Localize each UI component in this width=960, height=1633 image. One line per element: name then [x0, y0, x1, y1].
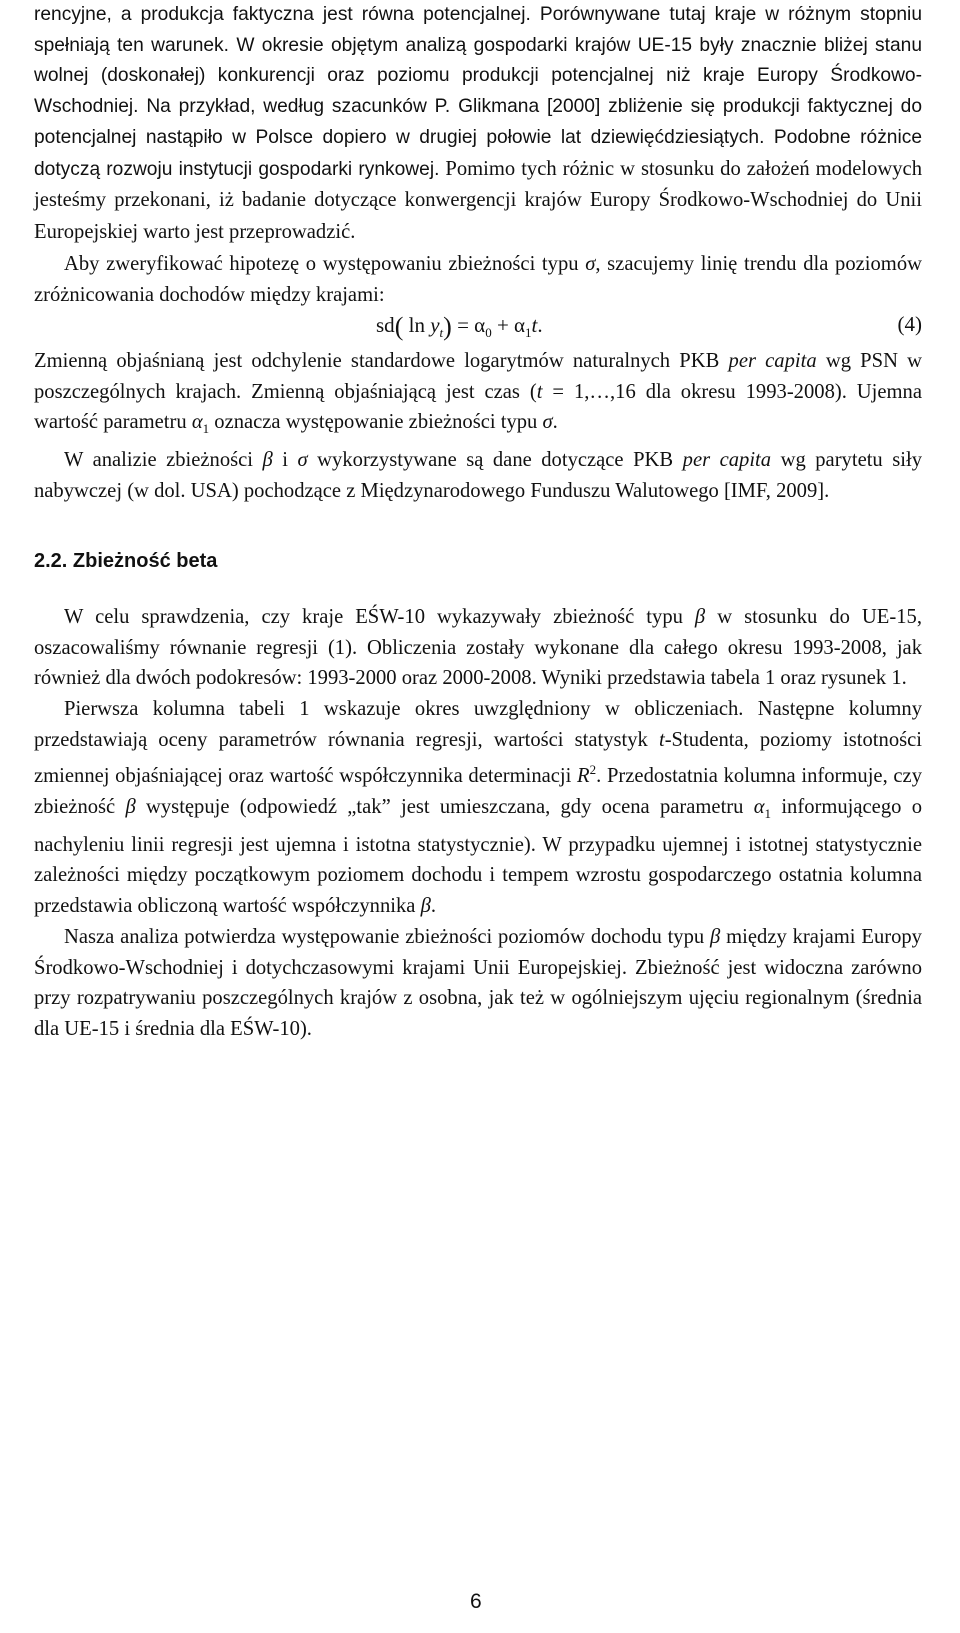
t-variable: t [536, 380, 543, 403]
text-run: oznacza występowanie zbieżności typu [209, 411, 543, 434]
formula-t: t [531, 313, 538, 337]
paragraph-sigma-hypothesis [34, 249, 922, 310]
paragraph-beta-test [34, 602, 922, 694]
sigma-symbol: σ [585, 253, 596, 275]
text-run: Nasza analiza potwierdza występowanie zbieżności poziomów dochodu typu [64, 926, 711, 948]
formula-y: y [430, 313, 440, 337]
per-capita-italic: per capita [682, 449, 772, 471]
text-run: informującego o nachyleniu linii regresji jest ujemna i istotna statystycznie). W przypadku ujemnej i istotnej statystycznie zależności między początkowym poziomem dochodu i tempem wzrostu gospodarczego ostatnia kolumna przedstawia obliczoną wartość współczynnika [34, 795, 922, 918]
text-run: . Przedostatnia kolumna informuje, czy zbieżność [34, 765, 922, 818]
paragraph-data-source: W analizie zbieżności β i σ wykorzystywane są dane dotyczące PKB per capita wg parytetu siły nabywczej (w dol. USA) pochodzące z Międzynarodowego Funduszu Walutowego [IMF, 2009]. [34, 449, 922, 502]
text-run: , szacujemy linię trendu dla poziomów zróżnicowania dochodów między krajami: [34, 253, 922, 306]
text-run: występuje (odpowiedź „tak” jest umieszczana, gdy ocena parametru [135, 795, 754, 818]
r-variable: R [577, 765, 590, 788]
beta-symbol: β [710, 926, 721, 948]
section-heading: 2.2. Zbieżność beta [34, 550, 218, 572]
paragraph-conclusion [34, 922, 922, 1045]
beta-symbol: β [694, 606, 706, 628]
text-run: Zmienną objaśnianą jest odchylenie standardowe logarytmów naturalnych PKB [34, 350, 729, 372]
text-run: wg PSN w poszczególnych krajach. Zmienną objaśniającą jest czas ( [34, 350, 923, 403]
sigma-symbol: σ [297, 449, 308, 471]
equation-number: (4) [897, 312, 922, 336]
text-run: wg parytetu siły nabywczej (w dol. USA) pochodzące z Międzynarodowego Funduszu Walutowego [IMF, 2009]. [34, 449, 922, 502]
page-number: 6 [470, 1590, 482, 1613]
equation-4: sd( $\ln y_t) = \alpha_0 + \alpha_1t$. [376, 312, 543, 341]
formula-plus: + α [491, 313, 526, 337]
formula-eq: = α [457, 313, 486, 337]
sigma-symbol: σ [542, 411, 553, 434]
beta-symbol: β [262, 449, 273, 471]
alpha-symbol: α [191, 411, 203, 434]
beta-symbol: β [420, 895, 431, 918]
per-capita-italic: per capita [728, 350, 817, 372]
text-run: -Studenta, poziomy istotności zmiennej objaśniającej oraz wartość współczynnika determinacji [34, 728, 922, 788]
text-run: Pierwsza kolumna tabeli 1 wskazuje okres uwzględniony w obliczeniach. Następne kolumny przedstawiają oceny parametrów równania regresji, wartości statystyk [34, 698, 922, 751]
paragraph-dependent-variable: Zmienną objaśnianą jest odchylenie standardowe logarytmów naturalnych PKB per capita wg PSN w poszczególnych krajach. Zmienną objaśniającą jest czas (t = 1,…,16 dla okresu 1993-2008). Ujemna wartość parametru $\alpha_1$ oznacza występowanie zbieżności typu σ. [34, 350, 923, 437]
paragraph-text-cont: Pomimo tych różnic w stosunku do założeń modelowych jesteśmy przekonani, iż badanie dotyczące konwergencji krajów Europy Środkowo-Wschodniej do Unii Europejskiej warto jest przeprowadzić. [34, 157, 922, 243]
text-run: W analizie zbieżności [64, 449, 263, 471]
text-run: W celu sprawdzenia, czy kraje EŚW-10 wykazywały zbieżność typu [64, 606, 695, 628]
text-run: = 1,…,16 dla okresu 1993-2008). Ujemna wartość parametru [34, 380, 922, 434]
paragraph-text: rencyjne, a produkcja faktyczna jest równa potencjalnej. Porównywane tutaj kraje w różnym stopniu spełniają ten warunek. W okresie objętym analizą gospodarki krajów UE-15 były znacznie bliżej stanu wolnej (doskonałej) konkurencji oraz poziomu produkcji potencjalnej niż kraje Europy Środkowo-Wschodniej. Na przykład, według szacunków P. Glikmana [2000] zbliżenie się produkcji faktycznej do potencjalnej nastąpiło w Polsce dopiero w drugiej połowie lat dziewięćdziesiątych. Podobne różnice dotyczą rozwoju instytucji gospodarki rynkowej. [34, 4, 922, 180]
text-run: Aby zweryfikować hipotezę o występowaniu zbieżności typu [64, 253, 586, 275]
paragraph-table-description: Pierwsza kolumna tabeli 1 wskazuje okres uwzględniony w obliczeniach. Następne kolumny przedstawiają oceny parametrów równania regresji, wartości statystyk t-Studenta, poziomy istotności zmiennej objaśniającej oraz wartość współczynnika determinacji $R^2$. Przedostatnia kolumna informuje, czy zbieżność β występuje (odpowiedź „tak” jest umieszczana, gdy ocena parametru $\alpha_1$ informującego o nachyleniu linii regresji jest ujemna i istotna statystycznie). W przypadku ujemnej i istotnej statystycznie zależności między początkowym poziomem dochodu i tempem wzrostu gospodarczego ostatnia kolumna przedstawia obliczoną wartość współczynnika β. [34, 698, 922, 918]
beta-symbol: β [125, 795, 136, 818]
t-variable: t [658, 728, 665, 751]
formula-ln: ln [408, 313, 425, 337]
alpha-symbol: α [753, 795, 765, 818]
paragraph-continued [34, 0, 922, 249]
text-run: wykorzystywane są dane dotyczące PKB [307, 449, 683, 471]
text-run: między krajami Europy Środkowo-Wschodniej i dotychczasowymi krajami Unii Europejskiej. Zbieżność jest widoczna zarówno przy rozpatrywaniu poszczególnych krajów z osobna, jak też w ogólniejszym ujęciu regionalnym (średnia dla UE-15 i średnia dla EŚW-10). [34, 926, 922, 1041]
text-run: w stosunku do UE-15, oszacowaliśmy równanie regresji (1). Obliczenia zostały wykonane dla całego okresu 1993-2008, jak również dla dwóch podokresów: 1993-2000 oraz 2000-2008. Wyniki przedstawia tabela 1 oraz rysunek 1. [34, 606, 922, 690]
formula-fn: sd [376, 313, 395, 337]
